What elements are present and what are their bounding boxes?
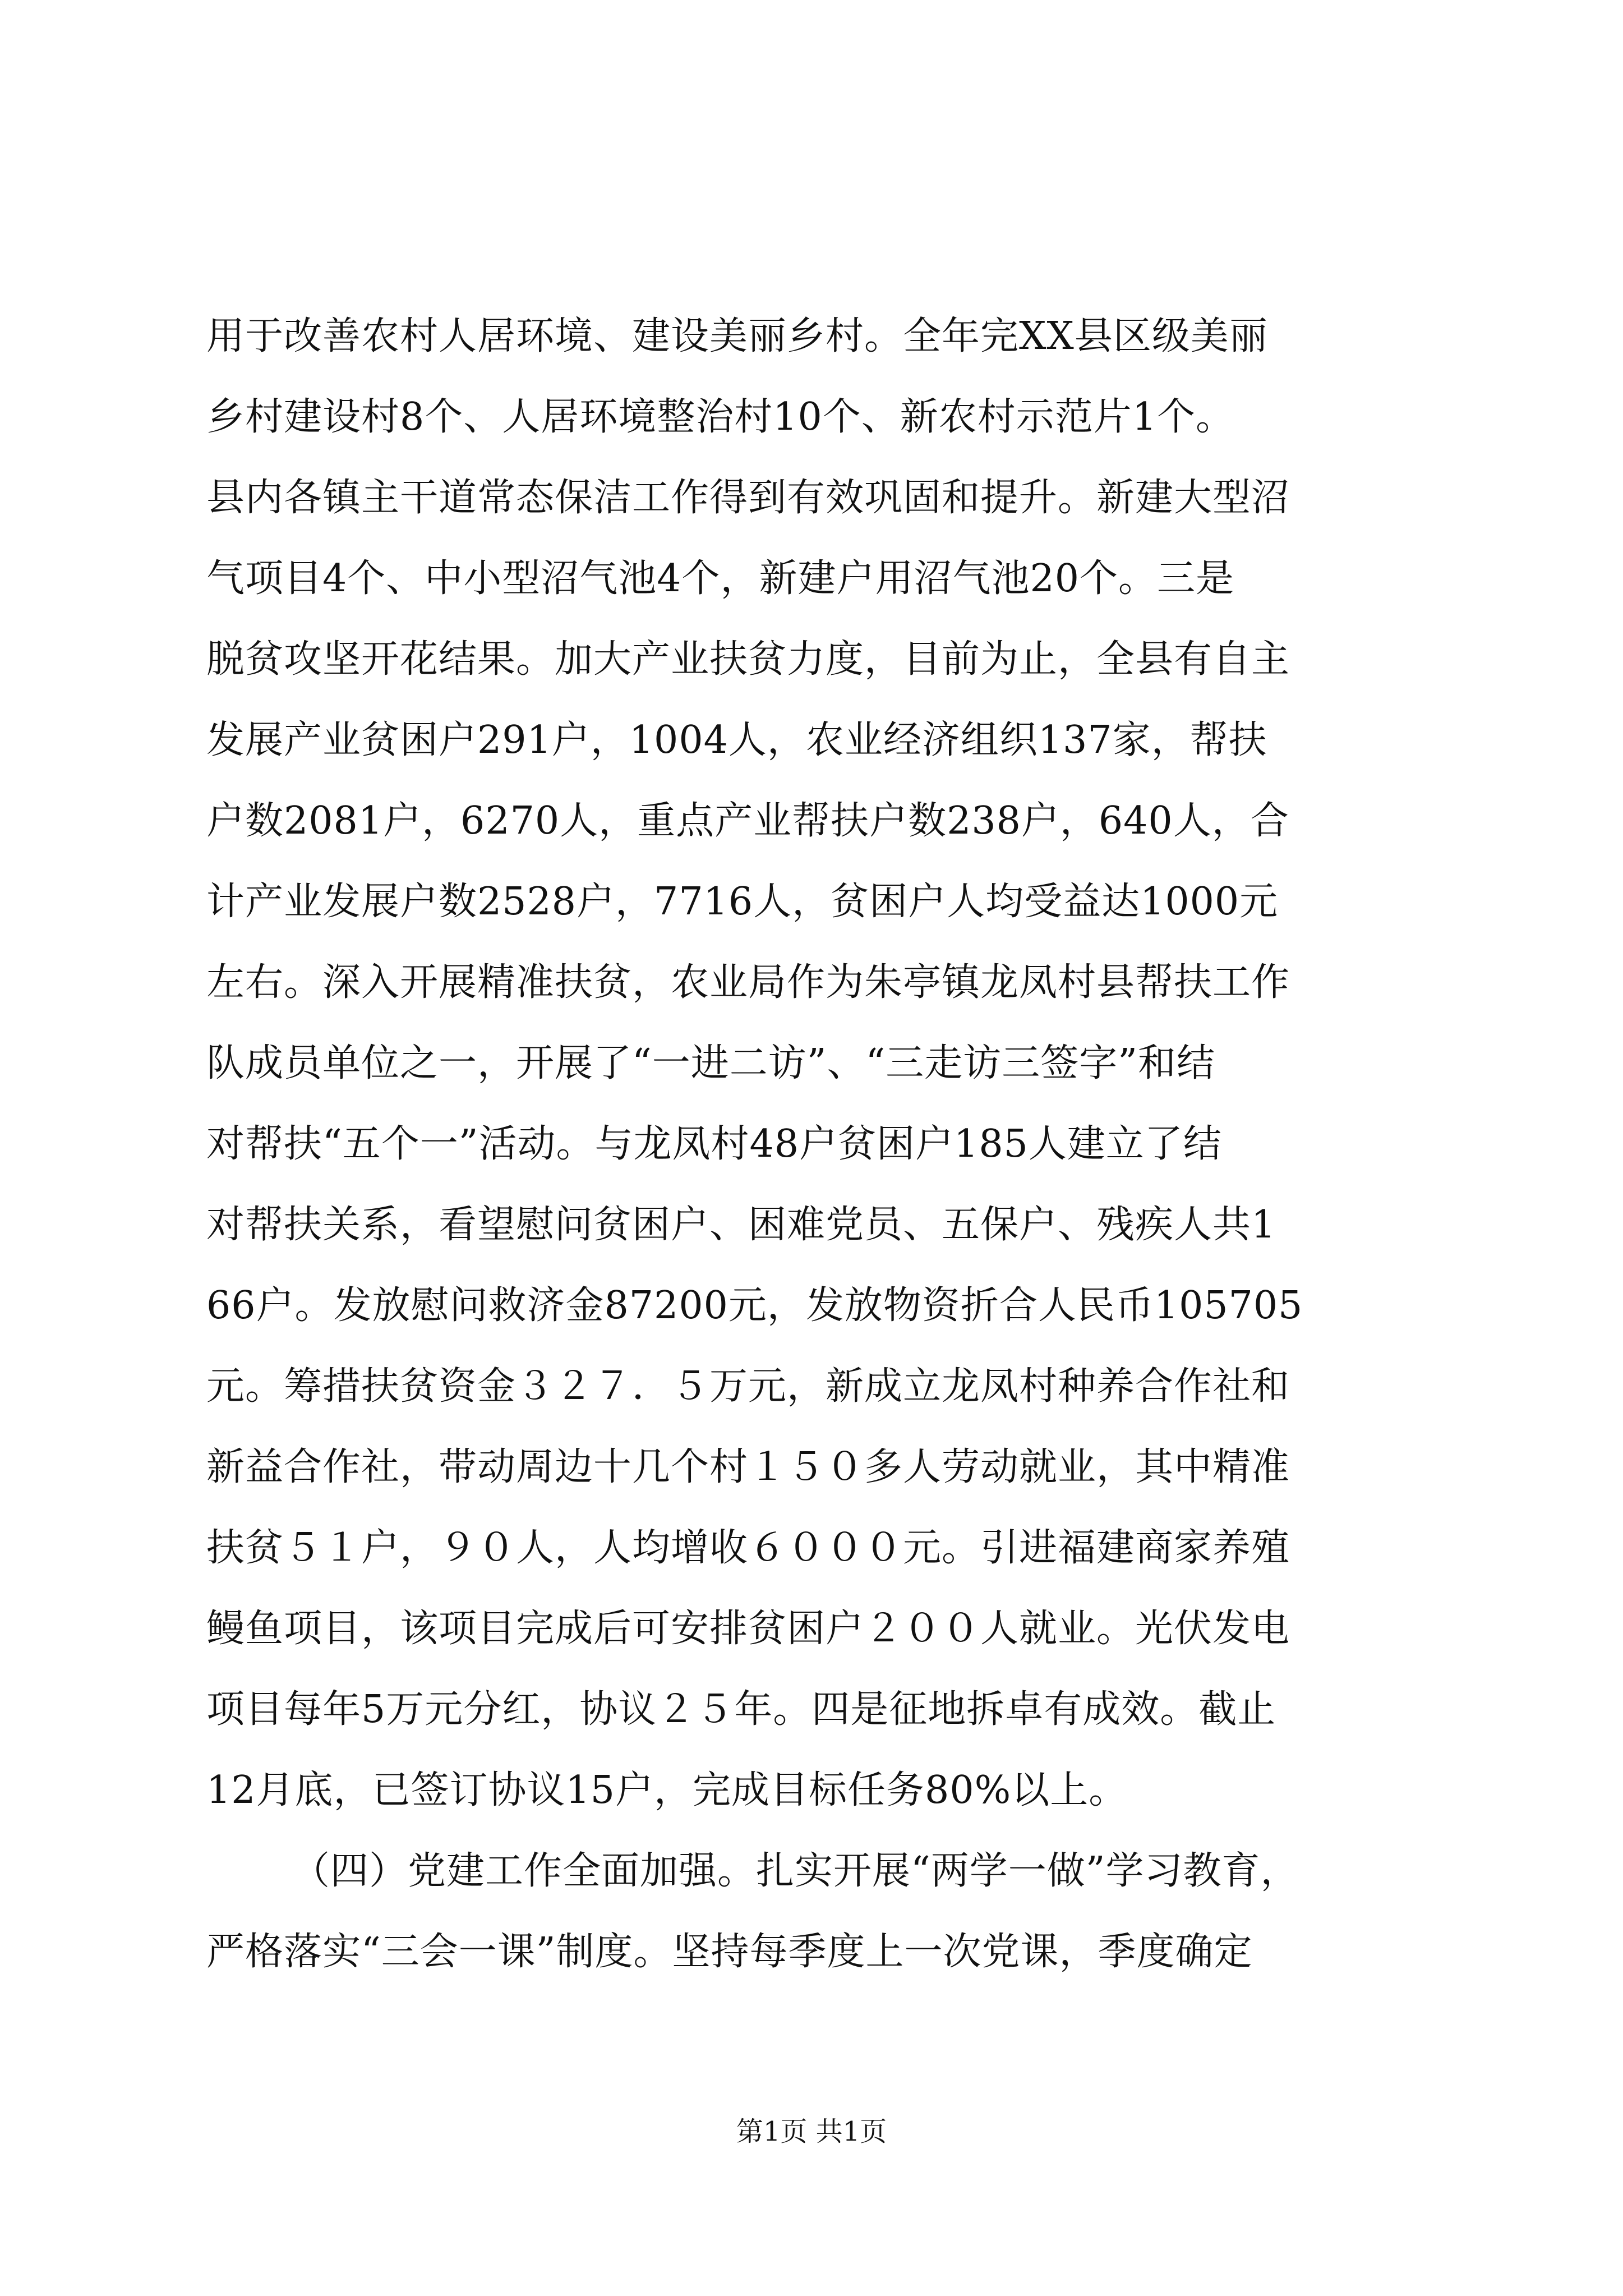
text-line: 66户。发放慰问救济金87200元，发放物资折合人民币105705 — [206, 1283, 1303, 1328]
page-footer: 第1页 共1页 — [736, 2116, 887, 2147]
text-line: 队成员单位之一，开展了“一进二访”、“三走访三签字”和结 — [206, 1041, 1216, 1085]
text-line: 户数2081户，6270人，重点产业帮扶户数238户，640人，合 — [206, 799, 1289, 843]
text-line: 计产业发展户数2528户，7716人，贫困户人均受益达1000元 — [206, 880, 1279, 924]
text-line: 严格落实“三会一课”制度。坚持每季度上一次党课，季度确定 — [206, 1930, 1253, 1974]
text-line: 新益合作社，带动周边十几个村１５０多人劳动就业，其中精准 — [206, 1445, 1290, 1489]
text-line: 扶贫５１户，９０人，人均增收６０００元。引进福建商家养殖 — [206, 1526, 1290, 1570]
text-line: 项目每年5万元分红，协议２５年。四是征地拆卓有成效。截止 — [206, 1687, 1276, 1732]
text-line: 脱贫攻坚开花结果。加大产业扶贫力度，目前为止，全县有自主 — [206, 637, 1290, 682]
text-line: 用于改善农村人居环境、建设美丽乡村。全年完XX县区级美丽 — [206, 314, 1268, 358]
text-line: 鳗鱼项目，该项目完成后可安排贫困户２００人就业。光伏发电 — [206, 1607, 1290, 1651]
text-line: （四）党建工作全面加强。扎实开展“两学一做”学习教育， — [292, 1849, 1299, 1893]
text-line: 发展产业贫困户291户，1004人，农业经济组织137家，帮扶 — [206, 718, 1267, 762]
text-line: 元。筹措扶贫资金３２７．５万元，新成立龙凤村种养合作社和 — [206, 1364, 1290, 1409]
text-line: 对帮扶“五个一”活动。与龙凤村48户贫困户185人建立了结 — [206, 1122, 1222, 1166]
text-line: 12月底，已签订协议15户，完成目标任务80%以上。 — [206, 1768, 1128, 1812]
text-line: 乡村建设村8个、人居环境整治村10个、新农村示范片1个。 — [206, 395, 1235, 439]
text-line: 气项目4个、中小型沼气池4个，新建户用沼气池20个。三是 — [206, 556, 1235, 601]
text-line: 对帮扶关系，看望慰问贫困户、困难党员、五保户、残疾人共1 — [206, 1203, 1276, 1247]
text-line: 县内各镇主干道常态保洁工作得到有效巩固和提升。新建大型沼 — [206, 476, 1290, 520]
text-line: 左右。深入开展精准扶贫，农业局作为朱亭镇龙凤村县帮扶工作 — [206, 960, 1290, 1005]
